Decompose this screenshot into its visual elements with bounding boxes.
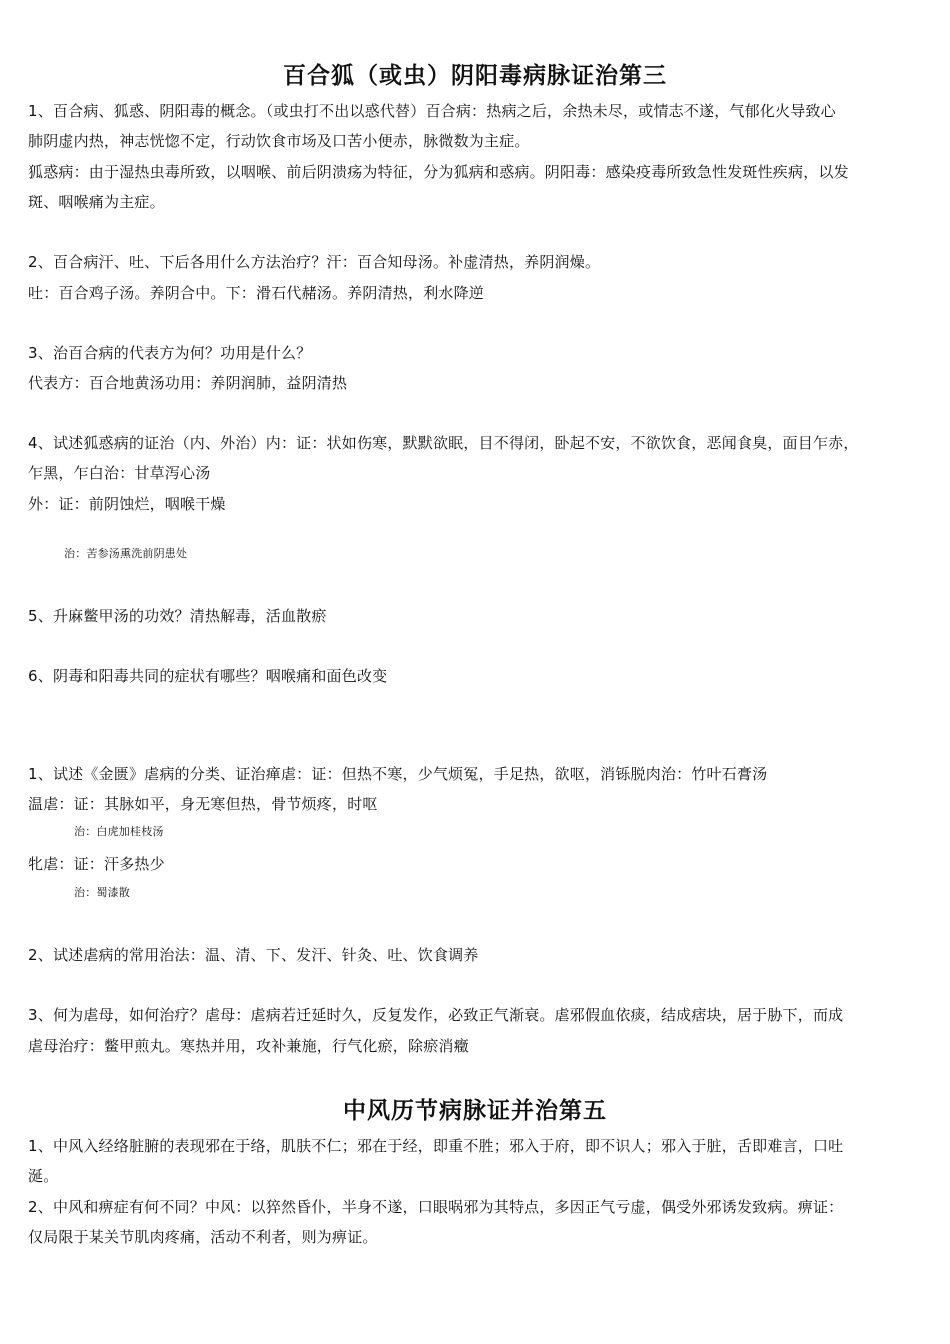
text-line: 1、试述《金匮》虐病的分类、证治瘅虐：证：但热不寒，少气烦冤，手足热，欲呕，消铄脱肉治：竹叶石膏汤 <box>28 765 768 783</box>
text-line: 温虐：证：其脉如平，身无寒但热，骨节烦疼，时呕 <box>28 795 378 813</box>
text-line: 治：蜀漆散 <box>74 886 130 899</box>
text-line: 1、中风入经络脏腑的表现邪在于络，肌肤不仁；邪在于经，即重不胜；邪入于府，即不识人；邪入于脏，舌即难言，口吐 <box>28 1137 844 1155</box>
text-line: 牝虐：证：汗多热少 <box>28 855 165 873</box>
text-line: 吐：百合鸡子汤。养阴合中。下：滑石代赭汤。养阴清热，利水降逆 <box>28 284 485 302</box>
text-line: 2、试述虐病的常用治法：温、清、下、发汗、针灸、吐、饮食调养 <box>28 946 479 964</box>
text-line: 治：苦参汤熏洗前阴患处 <box>64 547 188 560</box>
text-line: 涎。 <box>28 1167 59 1185</box>
text-line: 3、何为虐母，如何治疗？虐母：虐病若迁延时久，反复发作，必致正气渐衰。虐邪假血依痰，结成痞块，居于胁下，而成 <box>28 1006 844 1024</box>
text-line: 外：证：前阴蚀烂，咽喉干燥 <box>28 495 226 513</box>
text-line: 6、阴毒和阳毒共同的症状有哪些？咽喉痛和面色改变 <box>28 667 388 685</box>
text-line: 斑、咽喉痛为主症。 <box>28 193 165 211</box>
text-line: 3、治百合病的代表方为何？功用是什么？ <box>28 344 312 362</box>
text-line: 乍黑，乍白治：甘草泻心汤 <box>28 464 211 482</box>
text-line: 肺阴虚内热，神志恍惚不定，行动饮食市场及口苦小便赤，脉微数为主症。 <box>28 132 530 150</box>
text-line: 虐母治疗：鳖甲煎丸。寒热并用，攻补兼施，行气化瘀，除瘀消癥 <box>28 1037 469 1055</box>
text-line: 1、百合病、狐惑、阴阳毒的概念。（或虫打不出以惑代替）百合病：热病之后，余热未尽，或情志不遂，气郁化火导致心 <box>28 102 836 120</box>
text-line: 代表方：百合地黄汤功用：养阴润肺，益阴清热 <box>28 374 348 392</box>
text-line: 5、升麻鳖甲汤的功效？清热解毒，活血散瘀 <box>28 607 327 625</box>
text-line: 2、中风和痹症有何不同？中风：以猝然昏仆，半身不遂，口眼㖞邪为其特点，多因正气亏虚，偶受外邪诱发致病。痹证： <box>28 1198 844 1216</box>
text-line: 仅局限于某关节肌肉疼痛，活动不利者，则为痹证。 <box>28 1228 378 1246</box>
text-line: 狐惑病：由于湿热虫毒所致，以咽喉、前后阴溃疡为特征，分为狐病和惑病。阴阳毒：感染疫毒所致急性发斑性疾病，以发 <box>28 163 849 181</box>
text-line: 2、百合病汗、吐、下后各用什么方法治疗？汗：百合知母汤。补虚清热，养阴润燥。 <box>28 253 601 271</box>
section-5-title: 中风历节病脉证并治第五 <box>343 1098 607 1124</box>
text-line: 治：白虎加桂枝汤 <box>74 825 164 838</box>
section-3-title: 百合狐（或虫）阴阳毒病脉证治第三 <box>283 63 667 89</box>
text-line: 4、试述狐惑病的证治（内、外治）内：证：状如伤寒，默默欲眠，目不得闭，卧起不安，不欲饮食，恶闻食臭，面目乍赤， <box>28 434 859 452</box>
